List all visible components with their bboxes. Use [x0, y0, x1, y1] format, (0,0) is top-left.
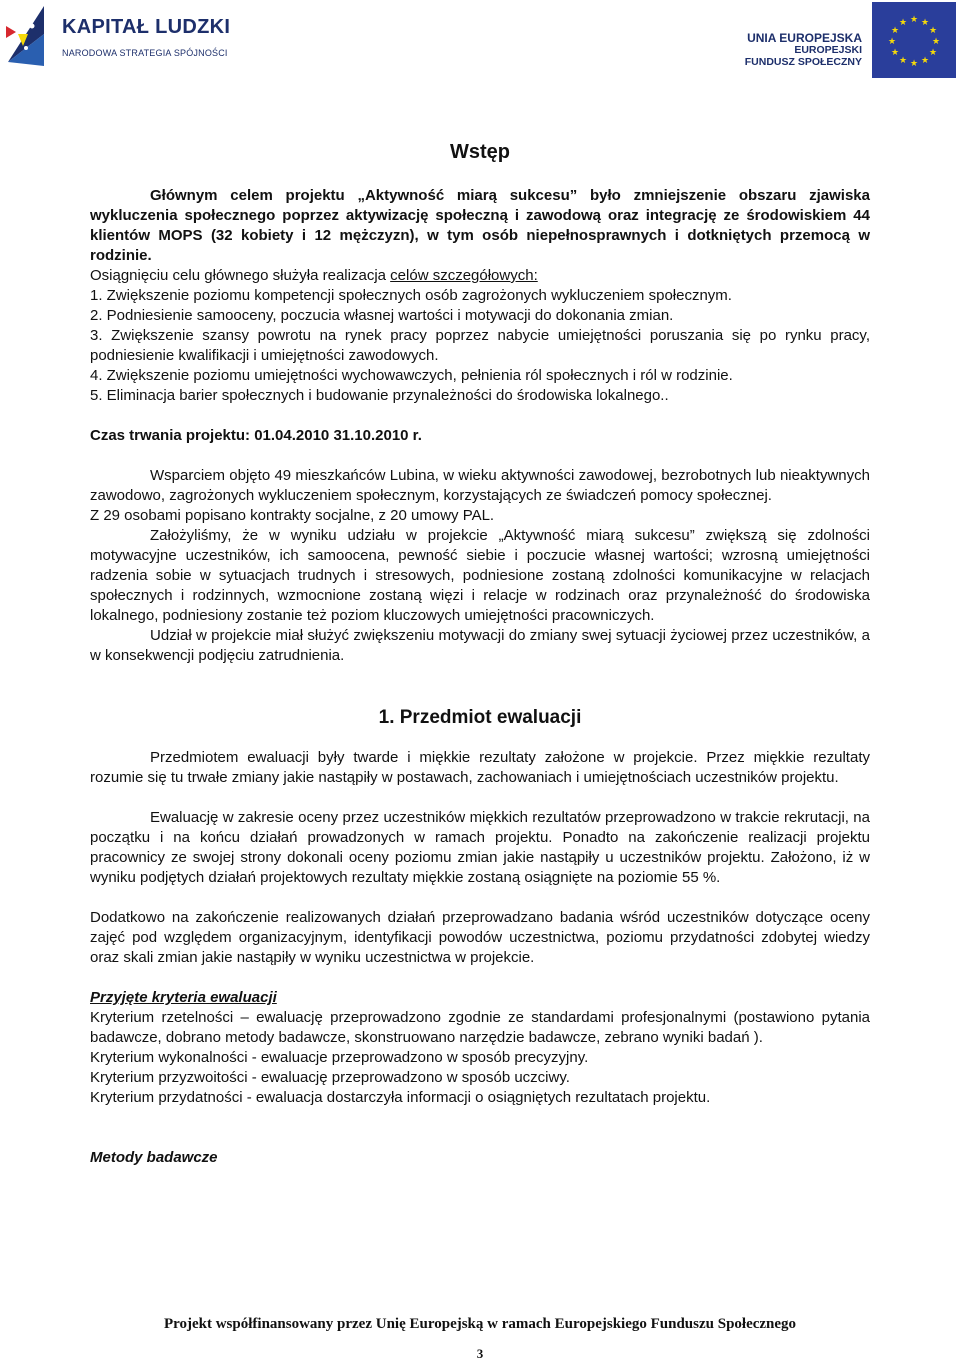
project-duration: Czas trwania projektu: 01.04.2010 31.10.2010 r. — [90, 427, 422, 444]
eu-logo-line3: FUNDUSZ SPOŁECZNY — [744, 56, 862, 68]
support-paragraph-3: Założyliśmy, że w wyniku udziału w projekcie „Aktywność miarą sukcesu” zwiększą się zdolności motywacyjne uczestników, ich samoocena, pewność siebie i poczucie własnej wartości; wzrosną umiejętności radzenia sobie w sytuacjach trudnych i stresowych, podniesione zostaną zdolności komunikacyjne w relacjach społecznych i rodzinnych, wzmocnione zostaną więzi i relacje w rodzinach oraz przynależność do środowiska lokalnego, podniesiony zostanie też poziom kluczowych umiejętności pracowniczych. — [90, 527, 870, 624]
svg-text:★: ★ — [898, 18, 908, 28]
document-body — [90, 140, 870, 1168]
methods-heading: Metody badawcze — [90, 1149, 218, 1166]
goal-item-1: 1. Zwiększenie poziomu kompetencji społecznych osób zagrożonych wykluczeniem społecznym. — [90, 287, 732, 304]
kapital-ludzki-title: KAPITAŁ LUDZKI — [62, 16, 231, 38]
criteria-heading: Przyjęte kryteria ewaluacji — [90, 989, 277, 1006]
support-paragraph-2: Z 29 osobami popisano kontrakty socjalne, z 20 umowy PAL. — [90, 507, 495, 524]
criterion-1: Kryterium rzetelności – ewaluację przeprowadzono zgodnie ze standardami profesjonalnymi (postawiono pytania badawcze, dobrano metody badawcze, skonstruowano narzędzie badawcze, zebrano wyniki badań ). — [90, 1009, 870, 1046]
svg-text:★: ★ — [920, 18, 930, 28]
svg-text:★: ★ — [909, 59, 919, 69]
section-heading: 1. Przedmiot ewaluacji — [378, 707, 582, 728]
svg-text:★: ★ — [928, 48, 938, 58]
kapital-ludzki-emblem-icon — [4, 4, 54, 74]
eu-logo-line2: EUROPEJSKI — [794, 44, 862, 56]
svg-text:★: ★ — [931, 37, 941, 47]
support-paragraph-1: Wsparciem objęto 49 mieszkańców Lubina, w wieku aktywności zawodowej, bezrobotnych lub nieaktywnych zawodowo, zagrożonych wykluczeniem społecznym, korzystających ze świadczeń pomocy społecznej. — [90, 467, 870, 504]
main-goal-paragraph: Głównym celem projektu „Aktywność miarą sukcesu” było zmniejszenie obszaru zjawiska wykluczenia społecznego poprzez aktywizację społeczną i zawodową oraz integrację ze środowiskiem 44 klientów MOPS (32 kobiety i 12 mężczyzn), w tym osób niepełnosprawnych i dotkniętych przemocą w rodzinie. — [90, 187, 870, 264]
svg-text:★: ★ — [887, 37, 897, 47]
svg-text:★: ★ — [920, 56, 930, 66]
criterion-2: Kryterium wykonalności - ewaluacje przeprowadzono w sposób precyzyjny. — [90, 1049, 589, 1066]
eu-logo-line1: UNIA EUROPEJSKA — [747, 31, 862, 45]
support-paragraph-4: Udział w projekcie miał służyć zwiększeniu motywacji do zmiany swej sytuacji życiowej przez uczestników, a w konsekwencji podjęciu zatrudnienia. — [90, 627, 870, 664]
evaluation-paragraph-1: Przedmiotem ewaluacji były twarde i miękkie rezultaty założone w projekcie. Przez miękkie rezultaty rozumie się tu trwałe zmiany jakie nastąpiły w postawach, zachowaniach i umiejętnościach uczestników projektu. — [90, 749, 870, 786]
footer-cofinancing-note: Projekt współfinansowany przez Unię Europejską w ramach Europejskiego Funduszu Społecznego — [163, 1316, 797, 1332]
evaluation-paragraph-3: Dodatkowo na zakończenie realizowanych działań przeprowadzano badania wśród uczestników dotyczące oceny zajęć pod względem organizacyjnym, identyfikacji powodów uczestnictwa, poziomu przydatności zdobytej wiedzy oraz skali zmian jakie nastąpiły w wyniku uczestnictwa w projekcie. — [90, 909, 870, 966]
goal-item-5: 5. Eliminacja barier społecznych i budowanie przynależności do środowiska lokalnego.. — [90, 387, 669, 404]
svg-text:★: ★ — [890, 26, 900, 36]
kapital-ludzki-subtitle: NARODOWA STRATEGIA SPÓJNOŚCI — [62, 48, 228, 58]
goal-item-3: 3. Zwiększenie szansy powrotu na rynek pracy poprzez nabycie umiejętności poruszania się po rynku pracy, podniesienie kwalifikacji i umiejętności zawodowych. — [90, 327, 870, 364]
criterion-4: Kryterium przydatności - ewaluacja dostarczyła informacji o osiągniętych rezultatach projektu. — [90, 1089, 711, 1106]
specific-goals-link: celów szczegółowych: — [390, 267, 538, 284]
goal-item-2: 2. Podniesienie samooceny, poczucia własnej wartości i motywacji do dokonania zmian. — [90, 307, 674, 324]
page-header — [0, 0, 960, 82]
svg-text:★: ★ — [898, 56, 908, 66]
svg-text:★: ★ — [928, 26, 938, 36]
specific-goals-lead — [90, 266, 870, 286]
goal-item-4: 4. Zwiększenie poziomu umiejętności wychowawczych, pełnienia ról społecznych i ról w rodzinie. — [90, 367, 733, 384]
svg-text:★: ★ — [890, 48, 900, 58]
eu-flag-icon — [872, 2, 956, 78]
specific-goals-lead-text: Osiągnięciu celu głównego służyła realizacja — [90, 267, 391, 284]
evaluation-paragraph-2: Ewaluację w zakresie oceny przez uczestników miękkich rezultatów przeprowadzono w trakcie rekrutacji, na początku i na końcu działań prowadzonych w ramach projektu. Ponadto na zakończenie realizacji projektu pracownicy ze swojej strony dokonali oceny poziomu zmian jakie nastąpiły u uczestników projektu. Założono, iż w wyniku podjętych działań projektowych rezultaty miękkie zostaną osiągnięte na poziomie 55 %. — [90, 809, 870, 886]
kapital-ludzki-logo — [4, 4, 231, 74]
page-number: 3 — [476, 1346, 484, 1361]
criterion-3: Kryterium przyzwoitości - ewaluację przeprowadzono w sposób uczciwy. — [90, 1069, 570, 1086]
svg-text:★: ★ — [909, 15, 919, 25]
page-title: Wstęp — [450, 141, 510, 163]
eu-logo-text — [745, 32, 862, 68]
